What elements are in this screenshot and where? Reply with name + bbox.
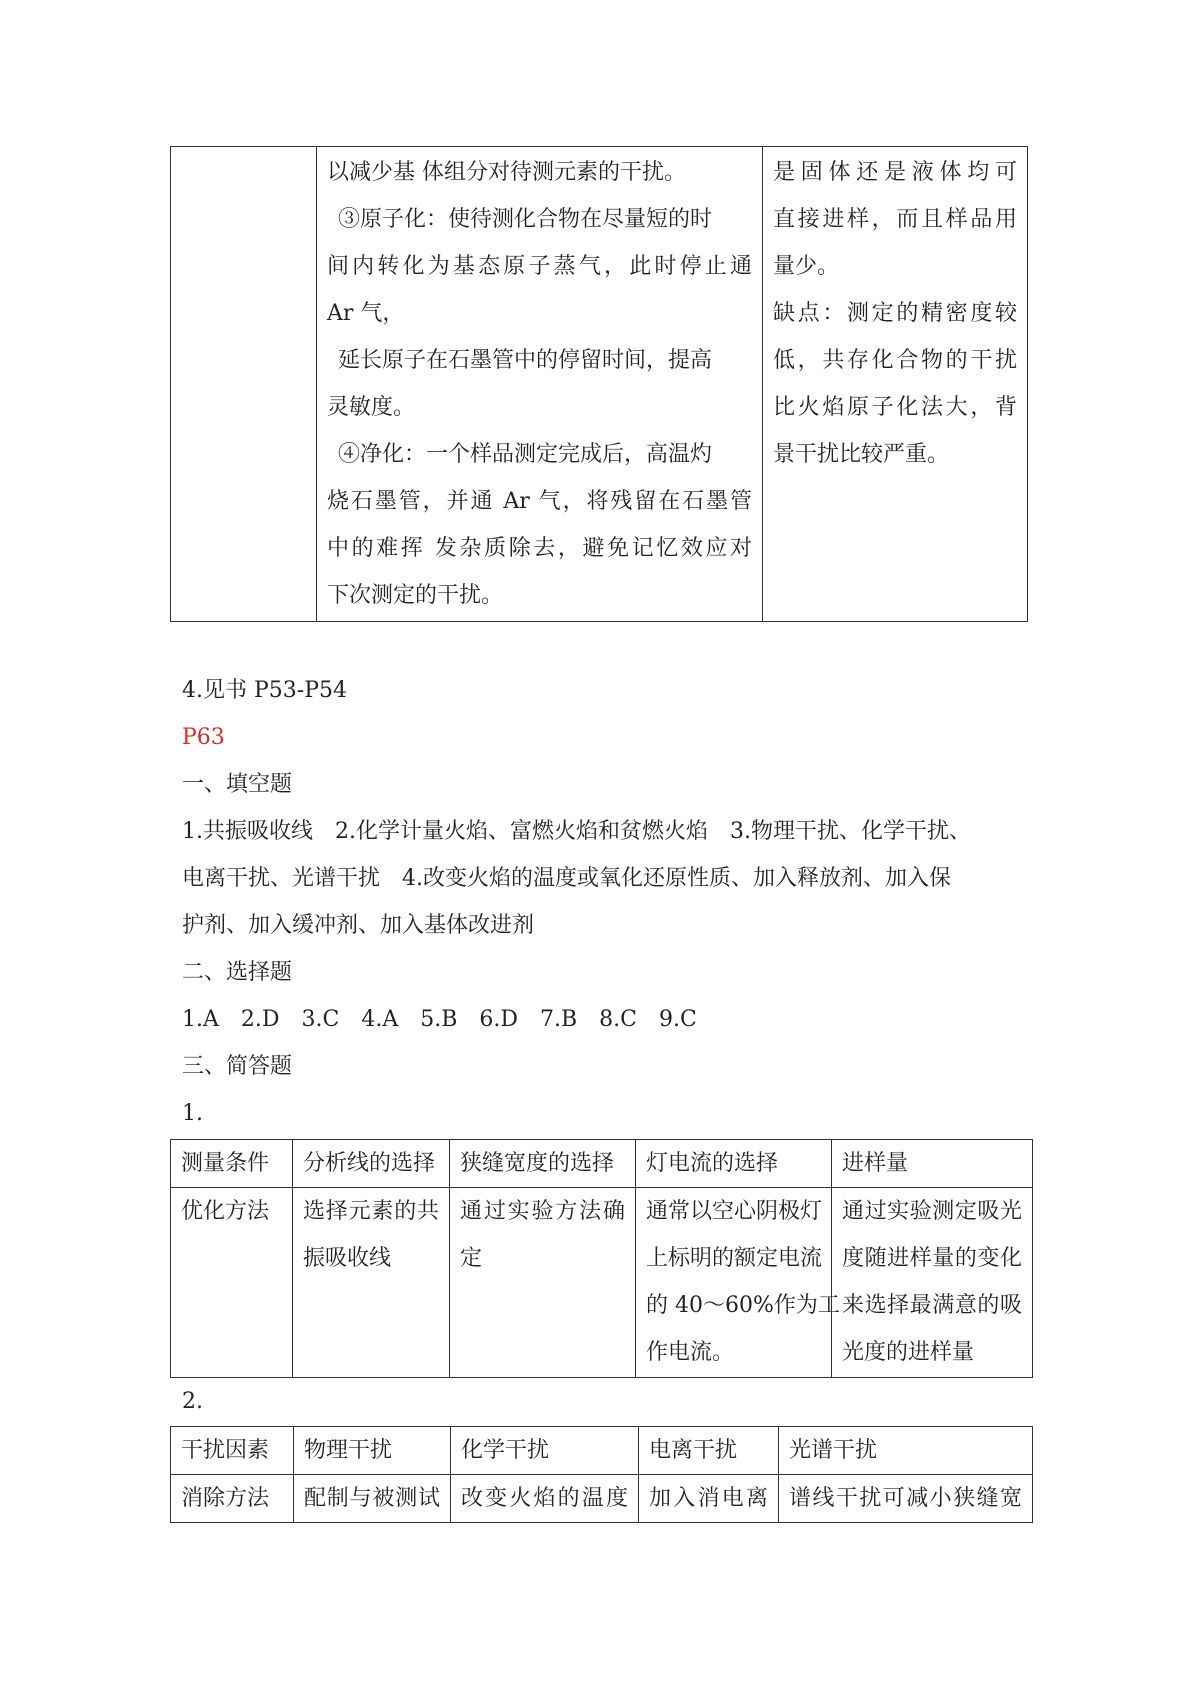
table-header-cell: 进样量 [832, 1140, 1033, 1188]
text-line: 间内转化为基态原子蒸气，此时停止通 [327, 254, 752, 279]
process-description-cell [317, 147, 763, 622]
table-cell: 配制与被测试 [294, 1475, 451, 1523]
section-heading-short-answer: 三、简答题 [182, 1054, 293, 1079]
reference-pages: 4.见书 P53-P54 [182, 678, 348, 703]
table-header-cell: 干扰因素 [171, 1427, 294, 1475]
table-cell [171, 1188, 293, 1378]
text-line: 比火焰原子化法大，背 [773, 395, 1017, 420]
text-line: 景干扰比较严重。 [773, 442, 950, 467]
continuation-table [170, 146, 1028, 622]
interference-table [170, 1426, 1033, 1523]
cell-line: 定 [460, 1246, 483, 1271]
text-line: 延长原子在石墨管中的停留时间，提高 [338, 348, 713, 373]
text-line: 烧石墨管，并通 Ar 气，将残留在石墨管 [327, 489, 752, 514]
text-line: 灵敏度。 [327, 395, 416, 420]
cell-line: 选择元素的共 [303, 1199, 439, 1224]
fill-in-answer-line: 护剂、加入缓冲剂、加入基体改进剂 [182, 913, 535, 938]
table-cell: 加入消电离 [639, 1475, 779, 1523]
cell-line: 通过实验方法确 [460, 1199, 625, 1224]
text-line: 缺点：测定的精密度较 [773, 301, 1017, 326]
text-line: ④净化：一个样品测定完成后，高温灼 [338, 442, 713, 467]
fill-in-answer-line: 1.共振吸收线 2.化学计量火焰、富燃火焰和贫燃火焰 3.物理干扰、化学干扰、 [182, 819, 971, 844]
text-line: 低，共存化合物的干扰 [773, 348, 1017, 373]
text-line: 是固体还是液体均可 [773, 160, 1017, 185]
table-header-cell: 物理干扰 [294, 1427, 451, 1475]
table-header-cell: 测量条件 [171, 1140, 293, 1188]
cell-line: 上标明的额定电流 [646, 1246, 823, 1271]
section-heading-choice: 二、选择题 [182, 960, 293, 985]
cell-line: 通过实验测定吸光 [842, 1199, 1022, 1224]
cell-line: 来选择最满意的吸 [842, 1293, 1022, 1318]
table-cell: 消除方法 [171, 1475, 294, 1523]
table-cell [293, 1188, 450, 1378]
table-header-cell: 灯电流的选择 [636, 1140, 832, 1188]
page-reference: P63 [182, 725, 225, 750]
cell-line: 振吸收线 [303, 1246, 392, 1271]
question-number: 1. [182, 1101, 203, 1126]
table-header-cell: 化学干扰 [451, 1427, 639, 1475]
cell-line: 优化方法 [181, 1199, 270, 1224]
table-cell [832, 1188, 1033, 1378]
text-line: 量少。 [773, 254, 840, 279]
text-line: 以减少基 体组分对待测元素的干扰。 [327, 160, 686, 185]
text-line: Ar 气， [327, 301, 405, 326]
table-cell [636, 1188, 840, 1378]
section-heading-fill-in: 一、填空题 [182, 772, 293, 797]
table-cell [450, 1188, 636, 1378]
table-header-cell: 电离干扰 [639, 1427, 779, 1475]
choice-answers: 1.A 2.D 3.C 4.A 5.B 6.D 7.B 8.C 9.C [182, 1007, 697, 1032]
cell-line: 作电流。 [646, 1340, 735, 1365]
table-header-cell: 分析线的选择 [293, 1140, 450, 1188]
cell-line: 度随进样量的变化 [842, 1246, 1022, 1271]
table-cell: 谱线干扰可减小狭缝宽 [779, 1475, 1033, 1523]
text-line: 中的难挥 发杂质除去，避免记忆效应对 [327, 536, 752, 561]
fill-in-answer-line: 电离干扰、光谱干扰 4.改变火焰的温度或氧化还原性质、加入释放剂、加入保 [182, 866, 951, 891]
cell-line: 的 40～60%作为工 [646, 1293, 840, 1318]
pros-cons-cell [763, 147, 1028, 622]
text-line: 下次测定的干扰。 [327, 583, 504, 608]
text-line: ③原子化：使待测化合物在尽量短的时 [338, 207, 713, 232]
cell-line: 光度的进样量 [842, 1340, 975, 1365]
measurement-conditions-table [170, 1139, 1033, 1378]
cell-line: 通常以空心阴极灯 [646, 1199, 823, 1224]
table-header-cell: 狭缝宽度的选择 [450, 1140, 636, 1188]
question-number: 2. [182, 1389, 203, 1414]
text-line: 直接进样，而且样品用 [773, 207, 1017, 232]
table-cell: 改变火焰的温度 [451, 1475, 639, 1523]
table-header-cell: 光谱干扰 [779, 1427, 1033, 1475]
empty-cell [171, 147, 317, 622]
